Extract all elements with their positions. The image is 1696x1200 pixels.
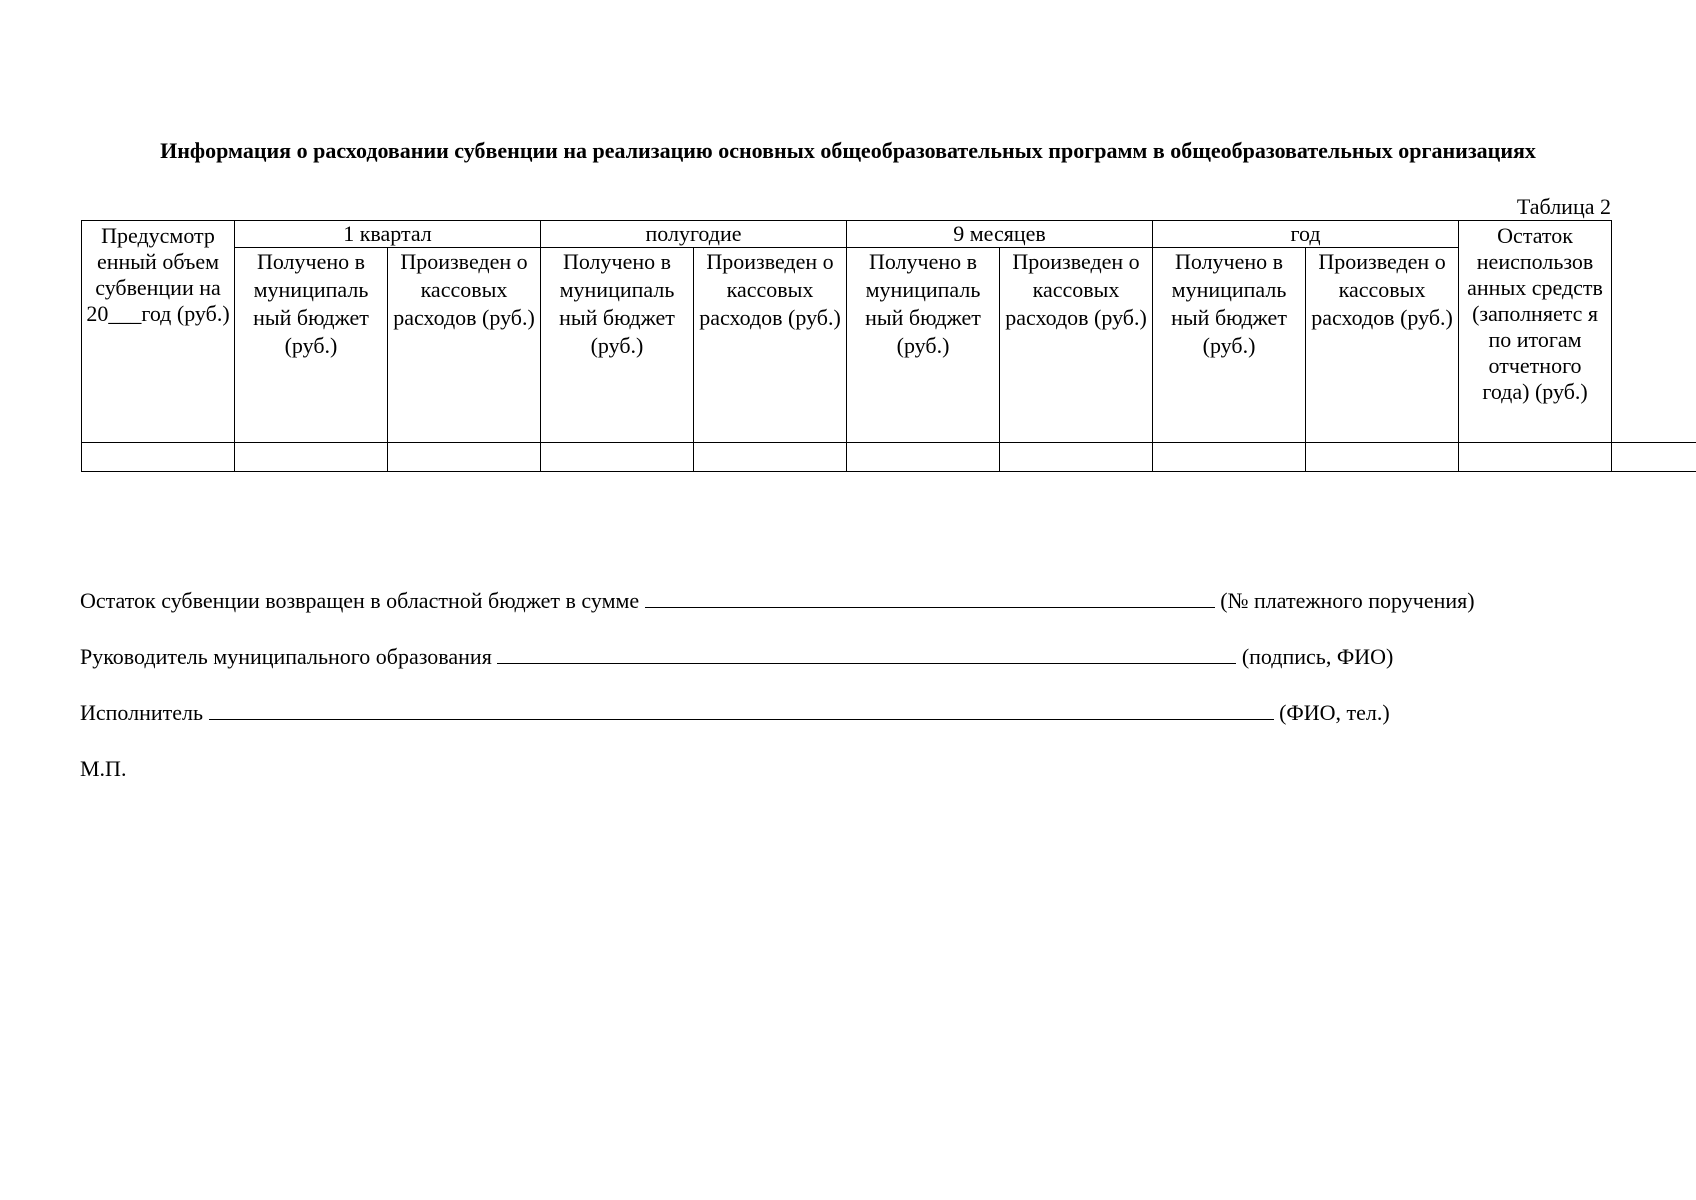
- head-label: Руководитель муниципального образования: [80, 644, 492, 669]
- executor-line: [80, 700, 1390, 726]
- executor-hint: (ФИО, тел.): [1279, 700, 1390, 725]
- header-received-year: Получено в муниципаль ный бюджет (руб.): [1153, 248, 1306, 443]
- header-received-half: Получено в муниципаль ный бюджет (руб.): [541, 248, 694, 443]
- header-spent-half: Произведен о кассовых расходов (руб.): [694, 248, 847, 443]
- header-period-9m: 9 месяцев: [847, 221, 1153, 248]
- document-title: Информация о расходовании субвенции на реализацию основных общеобразовательных программ в общеобразовательных организациях: [160, 138, 1536, 163]
- table-cell[interactable]: [1000, 443, 1153, 472]
- header-period-year: год: [1153, 221, 1459, 248]
- header-period-q1: 1 квартал: [235, 221, 541, 248]
- table-cell[interactable]: [694, 443, 847, 472]
- header-period-half: полугодие: [541, 221, 847, 248]
- table-cell[interactable]: [82, 443, 235, 472]
- returned-remainder-line: [80, 588, 1475, 614]
- executor-field[interactable]: [209, 701, 1274, 720]
- payment-order-hint: (№ платежного поручения): [1220, 588, 1475, 613]
- table-cell[interactable]: [1153, 443, 1306, 472]
- header-spent-q1: Произведен о кассовых расходов (руб.): [388, 248, 541, 443]
- table-cell[interactable]: [1612, 443, 1696, 472]
- table-cell[interactable]: [541, 443, 694, 472]
- signature-hint: (подпись, ФИО): [1241, 644, 1394, 669]
- report-table: [81, 220, 1696, 472]
- header-spent-year: Произведен о кассовых расходов (руб.): [1306, 248, 1459, 443]
- table-cell[interactable]: [847, 443, 1000, 472]
- header-spent-9m: Произведен о кассовых расходов (руб.): [1000, 248, 1153, 443]
- header-planned-volume: Предусмотр енный объем субвенции на 20___год (руб.): [82, 221, 235, 443]
- header-received-9m: Получено в муниципаль ный бюджет (руб.): [847, 248, 1000, 443]
- table-number: Таблица 2: [1516, 194, 1611, 219]
- table-cell[interactable]: [1459, 443, 1612, 472]
- table-cell[interactable]: [1306, 443, 1459, 472]
- table-cell[interactable]: [235, 443, 388, 472]
- executor-label: Исполнитель: [80, 700, 204, 725]
- table-row: [82, 443, 1696, 472]
- returned-remainder-label: Остаток субвенции возвращен в областной бюджет в сумме: [80, 588, 640, 613]
- header-remainder: Остаток неиспользов анных средств (заполняетс я по итогам отчетного года) (руб.): [1459, 221, 1612, 443]
- head-signature-field[interactable]: [497, 645, 1236, 664]
- table-cell[interactable]: [388, 443, 541, 472]
- head-signature-line: [80, 644, 1393, 670]
- stamp-place: М.П.: [80, 756, 127, 781]
- header-received-q1: Получено в муниципаль ный бюджет (руб.): [235, 248, 388, 443]
- returned-amount-field[interactable]: [645, 589, 1215, 608]
